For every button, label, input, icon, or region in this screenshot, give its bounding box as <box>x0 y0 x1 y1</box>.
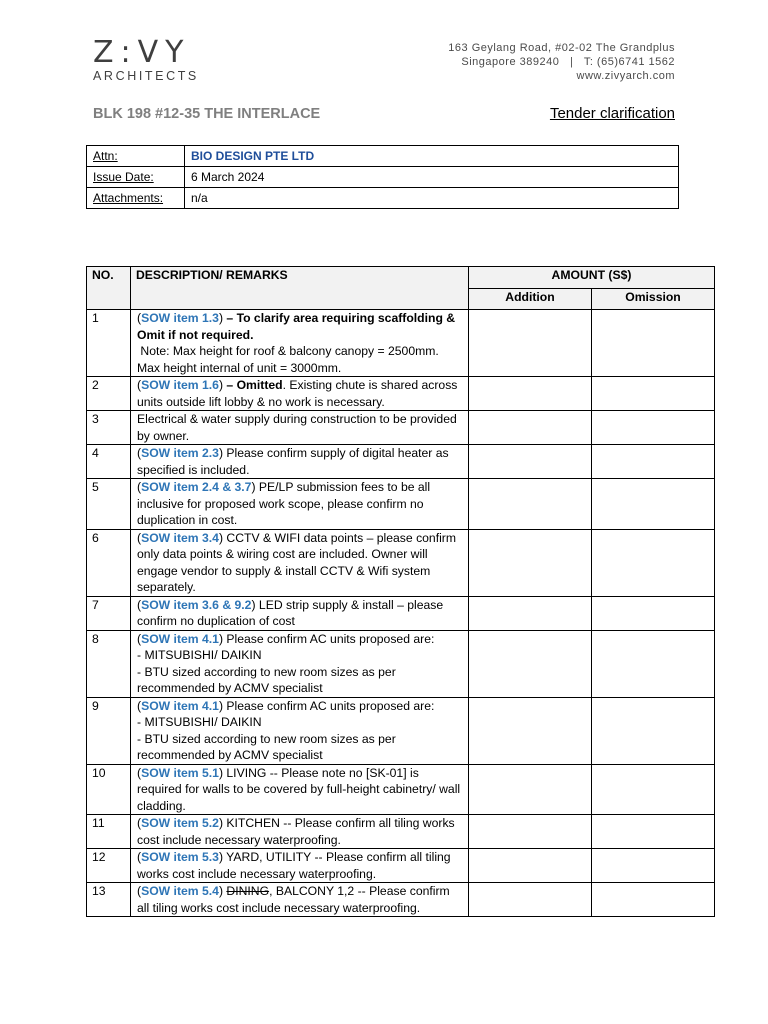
row-text: Please confirm AC units proposed are: <box>223 698 435 713</box>
col-header-addition: Addition <box>469 288 592 310</box>
row-description: (SOW item 4.1) Please confirm AC units proposed are: - MITSUBISHI/ DAIKIN - BTU sized according to new room sizes as per recommended by ACMV specialist <box>131 630 469 697</box>
row-number: 6 <box>87 529 131 596</box>
row-description: (SOW item 5.3) YARD, UTILITY -- Please confirm all tiling works cost include necessary waterproofing. <box>131 849 469 883</box>
row-text: YARD, UTILITY -- Please confirm all tiling works cost include necessary waterproofing. <box>137 850 451 881</box>
clarification-table <box>86 266 715 917</box>
table-header-row <box>87 267 715 289</box>
info-row-attn <box>87 146 679 167</box>
issue-date-value: 6 March 2024 <box>185 167 679 188</box>
addition-cell[interactable] <box>469 479 592 530</box>
addition-cell[interactable] <box>469 411 592 445</box>
table-row <box>87 411 715 445</box>
document-title: Tender clarification <box>549 105 675 122</box>
row-text: Please confirm supply of digital heater as specified is included. <box>137 446 449 477</box>
row-description: (SOW item 3.4) CCTV & WIFI data points – please confirm only data points & wiring cost are included. Owner will engage vendor to supply & install CCTV & Wifi system separately. <box>131 529 469 596</box>
issue-date-label: Issue Date: <box>87 167 185 188</box>
addition-cell[interactable] <box>469 596 592 630</box>
sow-reference: SOW item 3.6 & 9.2 <box>141 597 252 612</box>
table-row <box>87 630 715 697</box>
row-description: (SOW item 2.4 & 3.7) PE/LP submission fees to be all inclusive for proposed work scope, please confirm no duplication in cost. <box>131 479 469 530</box>
table-row <box>87 697 715 764</box>
row-description: (SOW item 3.6 & 9.2) LED strip supply & install – please confirm no duplication of cost <box>131 596 469 630</box>
row-description: (SOW item 1.6) – Omitted. Existing chute is shared across units outside lift lobby & no work is necessary. <box>131 377 469 411</box>
row-number: 5 <box>87 479 131 530</box>
attachments-value: n/a <box>185 188 679 209</box>
row-number: 12 <box>87 849 131 883</box>
row-text: , BALCONY 1,2 -- Please confirm all tiling works cost include necessary waterproofing. <box>137 884 450 915</box>
table-row <box>87 479 715 530</box>
omission-cell[interactable] <box>592 815 715 849</box>
row-number: 2 <box>87 377 131 411</box>
omission-cell[interactable] <box>592 377 715 411</box>
row-text: KITCHEN -- Please confirm all tiling works cost include necessary waterproofing. <box>137 816 455 847</box>
attachments-label: Attachments: <box>87 188 185 209</box>
row-description: (SOW item 2.3) Please confirm supply of digital heater as specified is included. <box>131 445 469 479</box>
row-number: 3 <box>87 411 131 445</box>
row-number: 7 <box>87 596 131 630</box>
row-number: 10 <box>87 764 131 815</box>
row-text: LED strip supply & install – please confirm no duplication of cost <box>137 597 444 628</box>
addition-cell[interactable] <box>469 849 592 883</box>
addition-cell[interactable] <box>469 630 592 697</box>
row-description: (SOW item 5.4) DINING, BALCONY 1,2 -- Please confirm all tiling works cost include necessary waterproofing. <box>131 883 469 917</box>
row-number: 1 <box>87 310 131 377</box>
row-number: 11 <box>87 815 131 849</box>
row-number: 9 <box>87 697 131 764</box>
row-description: (SOW item 5.1) LIVING -- Please note no [SK-01] is required for walls to be covered by full-height cabinetry/ wall cladding. <box>131 764 469 815</box>
address-line-1: 163 Geylang Road, #02-02 The Grandplus <box>448 42 675 54</box>
omission-cell[interactable] <box>592 596 715 630</box>
col-header-no: NO. <box>87 267 131 310</box>
website-link[interactable]: www.zivyarch.com <box>576 70 675 82</box>
row-line-3: - BTU sized according to new room sizes as per recommended by ACMV specialist <box>137 664 396 695</box>
row-description: (SOW item 4.1) Please confirm AC units proposed are: - MITSUBISHI/ DAIKIN - BTU sized according to new room sizes as per recommended by ACMV specialist <box>131 697 469 764</box>
omission-cell[interactable] <box>592 529 715 596</box>
addition-cell[interactable] <box>469 883 592 917</box>
row-text: LIVING -- Please note no [SK-01] is required for walls to be covered by full-height cabinetry/ wall cladding. <box>137 765 461 813</box>
col-header-omission: Omission <box>592 288 715 310</box>
table-row <box>87 445 715 479</box>
sow-reference: SOW item 5.2 <box>141 816 219 830</box>
logo-subtitle: ARCHITECTS <box>93 69 199 83</box>
row-description: (SOW item 1.3) – To clarify area requiring scaffolding & Omit if not required. Note: Max height for roof & balcony canopy = 2500mm. Max height internal of unit = 3000mm. <box>131 310 469 377</box>
table-row <box>87 596 715 630</box>
omission-cell[interactable] <box>592 697 715 764</box>
sow-reference: SOW item 4.1 <box>141 631 219 646</box>
addition-cell[interactable] <box>469 529 592 596</box>
row-number: 13 <box>87 883 131 917</box>
table-row <box>87 815 715 849</box>
col-header-amount: AMOUNT (S$) <box>469 267 715 289</box>
omission-cell[interactable] <box>592 445 715 479</box>
omission-cell[interactable] <box>592 883 715 917</box>
row-description <box>131 411 469 445</box>
company-logo <box>93 35 199 83</box>
row-line-3: - BTU sized according to new room sizes as per recommended by ACMV specialist <box>137 731 396 762</box>
table-row <box>87 883 715 917</box>
row-description: (SOW item 5.2) KITCHEN -- Please confirm all tiling works cost include necessary waterproofing. <box>131 815 469 849</box>
omission-cell[interactable] <box>592 630 715 697</box>
row-text: CCTV & WIFI data points – please confirm only data points & wiring cost are included. Owner will engage vendor to supply & install CCTV & Wifi system separately. <box>137 530 457 594</box>
address-line-2: Singapore 389240 | T: (65)6741 1562 <box>461 56 675 68</box>
omission-cell[interactable] <box>592 411 715 445</box>
attn-value: BIO DESIGN PTE LTD <box>185 146 679 167</box>
omission-cell[interactable] <box>592 479 715 530</box>
struck-text: DINING <box>226 884 270 898</box>
addition-cell[interactable] <box>469 764 592 815</box>
sow-reference: SOW item 1.6 <box>141 378 219 392</box>
row-text: . Existing chute is shared across units outside lift lobby & no work is necessary. <box>137 378 458 409</box>
addition-cell[interactable] <box>469 445 592 479</box>
sow-reference: SOW item 5.3 <box>141 850 219 864</box>
row-note: Note: Max height for roof & balcony canopy = 2500mm. Max height internal of unit = 3000mm. <box>137 344 439 375</box>
sow-reference: SOW item 3.4 <box>141 530 219 545</box>
row-number: 8 <box>87 630 131 697</box>
sow-reference: SOW item 2.3 <box>141 446 219 460</box>
info-table <box>86 145 679 209</box>
omission-cell[interactable] <box>592 310 715 377</box>
row-text: Please confirm AC units proposed are: <box>223 631 435 646</box>
addition-cell[interactable] <box>469 815 592 849</box>
col-header-description: DESCRIPTION/ REMARKS <box>131 267 469 310</box>
row-line-2: - MITSUBISHI/ DAIKIN <box>137 715 262 729</box>
sow-reference: SOW item 5.1 <box>141 765 219 780</box>
logo-wordmark: Z:VY <box>93 35 191 70</box>
table-row <box>87 764 715 815</box>
project-title: BLK 198 #12-35 THE INTERLACE <box>93 106 321 122</box>
table-row <box>87 849 715 883</box>
row-text: PE/LP submission fees to be all inclusive for proposed work scope, please confirm no duplication in cost. <box>137 480 431 527</box>
table-row <box>87 310 715 377</box>
info-row-issue-date <box>87 167 679 188</box>
table-row <box>87 377 715 411</box>
omission-cell[interactable] <box>592 764 715 815</box>
sow-reference: SOW item 1.3 <box>141 311 219 325</box>
row-text: Electrical & water supply during construction to be provided by owner. <box>137 412 457 443</box>
attn-label: Attn: <box>87 146 185 167</box>
bold-remark: – Omitted <box>223 378 283 392</box>
row-number: 4 <box>87 445 131 479</box>
table-row <box>87 529 715 596</box>
sow-reference: SOW item 2.4 & 3.7 <box>141 480 252 494</box>
company-address <box>448 41 675 83</box>
row-line-2: - MITSUBISHI/ DAIKIN <box>137 648 262 662</box>
info-row-attachments <box>87 188 679 209</box>
bold-remark: – To clarify area requiring scaffolding & Omit if not required. <box>137 311 456 342</box>
addition-cell[interactable] <box>469 697 592 764</box>
sow-reference: SOW item 4.1 <box>141 698 219 713</box>
omission-cell[interactable] <box>592 849 715 883</box>
addition-cell[interactable] <box>469 377 592 411</box>
addition-cell[interactable] <box>469 310 592 377</box>
sow-reference: SOW item 5.4 <box>141 884 219 898</box>
